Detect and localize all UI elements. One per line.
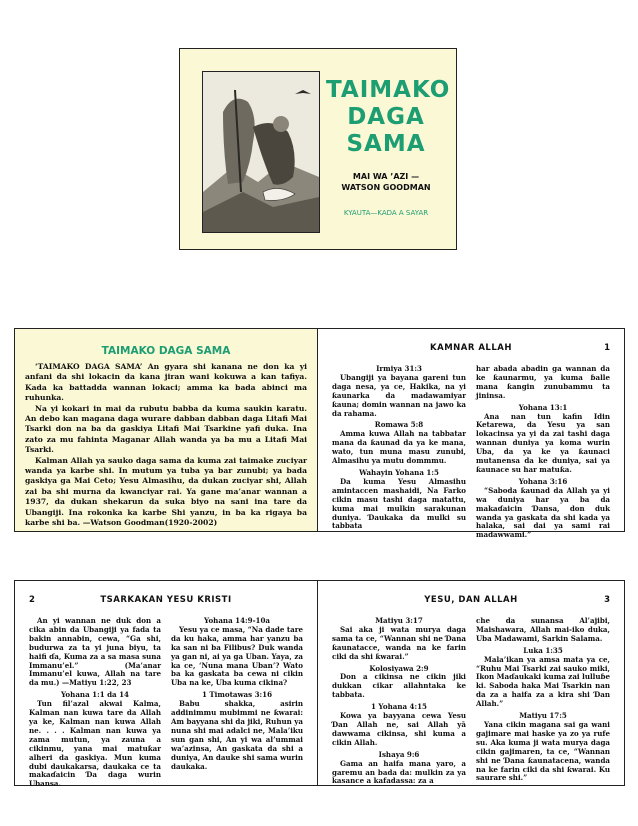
scripture-text: Yesu ya ce masa, “Na dade tare da ku haka, amma har yanzu ba ka san ni ba Filibus? Duk wanda ya gan ni, ai ya ga Uban. Yaya, za ka ce, ‘Nuna mana Uban’? Wato ba ka gaskata ba cewa ni cikin Uba na ke, Uba kuma cikina? [171,624,303,688]
scripture-text: Gama an haifa mana yaro, a garemu an bada da: mulkin za ya kasance a kafadassa: za a [332,758,466,786]
page-header [29,595,303,607]
page-header [332,343,610,355]
cover-title-line: SAMA [346,131,426,157]
page-columns [29,616,303,789]
shepherd-illustration-icon [203,72,319,232]
scripture-text: Ana nan tun kafin Idin Ketarewa, da Yesu ya san lokacinsa ya yi da zai tashi daga wannan duniya ya koma wurin Uba, da ya ke ya ƙaunaci mutanensa da ke duniya, sai ya ƙaunace su har matuƙa. [476,411,610,474]
scripture-text: Tun fil’azal akwai Kalma, Kalman nan kuwa tare da Allah ya ke, Kalman nan kuwa Allah ne. . . . Kalman nan kuwa ya zama mutun, ya zauna a cikinmu, yana mai matuƙar alheri da gaskiya. Mun kuma dubi daukakarsa, daukaka ce ta makaɗaicin Ɗa daga wurin Ubansa. [29,699,161,789]
cover-title-line: DAGA [347,104,425,130]
scripture-reference: Luka 1:35 [523,645,563,655]
scripture-text: An yi wannan ne duk don a cika abin da Ubangiji ya fada ta bakin annabin, cewa, “Ga shi, budurwa za ta yi juna biyu, ta haifi ɗa, Kuma za a sa masa suna Immanu’el.” (Ma’anar Immanu’el kuwa, Allah na tare da mu.) —Matiyu 1:22, 23 [29,616,161,688]
intro-paragraph: Na yi kokari in mai da rubutu babba da kuma saukin karatu. An debo kan magana daga wurare dabban dabban daga Litafi Mai Tsarki don na ba da gaskiya Litafi Mai Tsarkine yafi duka. Ina zato za mu fahinta Maganar Allah wanda ya ba mu a Litafi Mai Tsarki. [25,403,307,455]
scripture-reference: 1 Timotawas 3:16 [201,690,273,700]
booklet-sheet-pages [14,580,625,789]
scripture-reference: Romawa 5:8 [374,420,424,430]
cover-title-line: TAIMAKO [326,77,451,103]
scripture-reference: Ishaya 9:6 [378,749,420,759]
page-title: TSARKAKAN YESU KRISTI [100,595,232,605]
scripture-text: che da sunansa Al’ajibi, Maishawara, Allah mai-iko duka, Uba Madawami, Sarkin Salama. [476,616,610,643]
author-name: WATSON GOODMAN [341,183,431,192]
scripture-reference: Matiyu 3:17 [375,616,423,625]
book-cover [179,48,457,250]
scripture-reference: 1 Yohana 4:15 [371,702,427,712]
text-column [332,364,466,531]
scripture-reference: Kolosiyawa 2:9 [369,663,429,673]
text-column [29,616,161,789]
intro-paragraph: ‘TAIMAKO DAGA SAMA’ An gyara shi kanana ne don ka yi anfani da shi lokacin da kana jiran wani kokuwa a kan tafiya. Kada ka battadda wannan lokaci; amma ka bada abinci ma ruhunka. [25,362,307,403]
text-column [476,364,610,540]
scripture-text: Mala’ikan ya amsa mata ya ce, “Ruhu Mai Tsarki zai sauko miki, Ikon Maɗaukaki kuma zai lulluɓe ki. Saboda haka Mai Tsarkin nan da za a haifa za a kira shi Ɗan Allah.” [476,654,610,709]
page-columns [332,616,610,786]
cover-publisher: KYAUTA—KADA A SAYAR [343,209,429,217]
scripture-text: Da kuma Yesu Almasihu amintaccen mashaidi, Na Farko cikin masu tashi daga matattu, kuma mai mulkin sarakunan duniya. Ɗaukaka da mulki su tabbata [332,476,466,531]
introduction-page [15,329,318,531]
scripture-text: Sai aka ji wata murya daga sama ta ce, “Wannan shi ne Ɗana ƙaunatacce, wanda na ke farin ciki da shi ƙwarai.” [332,624,466,661]
page-header [332,595,610,607]
cover-author [326,171,446,193]
page-2 [15,581,318,789]
text-column [476,617,610,781]
intro-heading: TAIMAKO DAGA SAMA [101,345,231,357]
page-number: 2 [29,595,35,605]
page-3 [318,581,624,785]
page-title: KAMNAR ALLAH [430,343,512,353]
scripture-reference: Yohana 1:1 da 14 [60,690,129,700]
scripture-text: “Saboda ƙaunad da Allah ya yi wa duniya har ya ba da makaɗaicin Ɗansa, don duk wanda ya gaskata da shi kada ya halaka, sai dai ya sami rai madawwami.” [476,485,610,540]
scripture-reference: Matiyu 17:5 [519,711,567,721]
text-column [171,617,303,781]
scripture-text: har abada abadin ga wannan da ke ƙaunarmu, ya kuma ɓalle mana ƙangin zunubammu ta jininsa. [476,364,610,400]
cover-illustration [202,71,320,233]
intro-paragraph: Kalman Allah ya sauko daga sama da kuma zai taimake zuciyar wanda ya karbe shi. In mutum ya tuba ya bar zunubi; ya bada gaskiya ga Mai Ceto; Yesu Almasihu, da dukan zuciyar shi, Allah zai ba shi murna da kwanciyar rai. Ya gane ma’anar wannan a 1937, da dukan shekarun da suka biyo na sani ina tare da Ubangiji. Ina rokonka ka karbe Shi yanzu, in ba ka rigaya ba karbe shi ba. —Watson Goodman(1920-2002) [25,455,307,528]
page-1 [318,329,624,540]
page-columns [332,364,610,540]
scripture-text: Yana cikin magana sai ga wani gajimare mai haske ya zo ya rufe su. Aka kuma ji wata murya daga cikin gajimaren, ta ce, “Wannan shi ne Ɗana ƙaunatacena, wanda na ke farin ciki da shi ƙwarai. Ku saurare shi.” [476,719,610,783]
scripture-text: Amma kuwa Allah na tabbatar mana da ƙaunad da ya ke mana, wato, tun muna masu zunubi, Almasihu ya mutu dommmu. [332,429,466,466]
page-number: 1 [604,343,610,353]
scripture-text: Don a cikinsa ne cikin jiki dukkan cikar allahntaka ke tabbata. [332,672,466,700]
cover-title [326,77,451,158]
scripture-reference: Irmiya 31:3 [376,364,422,373]
scripture-reference: Yohana 3:16 [518,476,568,486]
scripture-text: Babu shakka, asirin addinimmu mubimmi ne ƙwarai: Am bayyana shi da jiki, Ruhun ya nuna shi mai adalci ne, Mala’iku sun gan shi, An yi wa al’ummai wa’azinsa, An gaskata da shi a duniya, An dauke shi sama wurin daukaka. [171,699,303,771]
page-title: YESU, DAN ALLAH [424,595,518,605]
page-number: 3 [604,595,610,605]
text-column [332,616,466,786]
scripture-reference: Yohana 13:1 [518,402,568,412]
author-line: MAI WA ’AZI — [352,172,420,181]
scripture-text: Ubangiji ya bayana gareni tun daga nesa, ya ce, Hakika, na yi ƙaunarka da madawamiyar ƙauna; domin wannan na jawo ka da rahama. [332,372,466,418]
scripture-text: Kowa ya bayyana cewa Yesu Ɗan Allah ne, sai Allah yā dawwama cikinsa, shi kuma a cikin Allah. [332,711,466,747]
booklet-sheet-intro [14,328,625,540]
scripture-reference: Wahayin Yohana 1:5 [359,467,439,477]
scripture-reference: Yohana 14:9-10a [204,616,270,625]
